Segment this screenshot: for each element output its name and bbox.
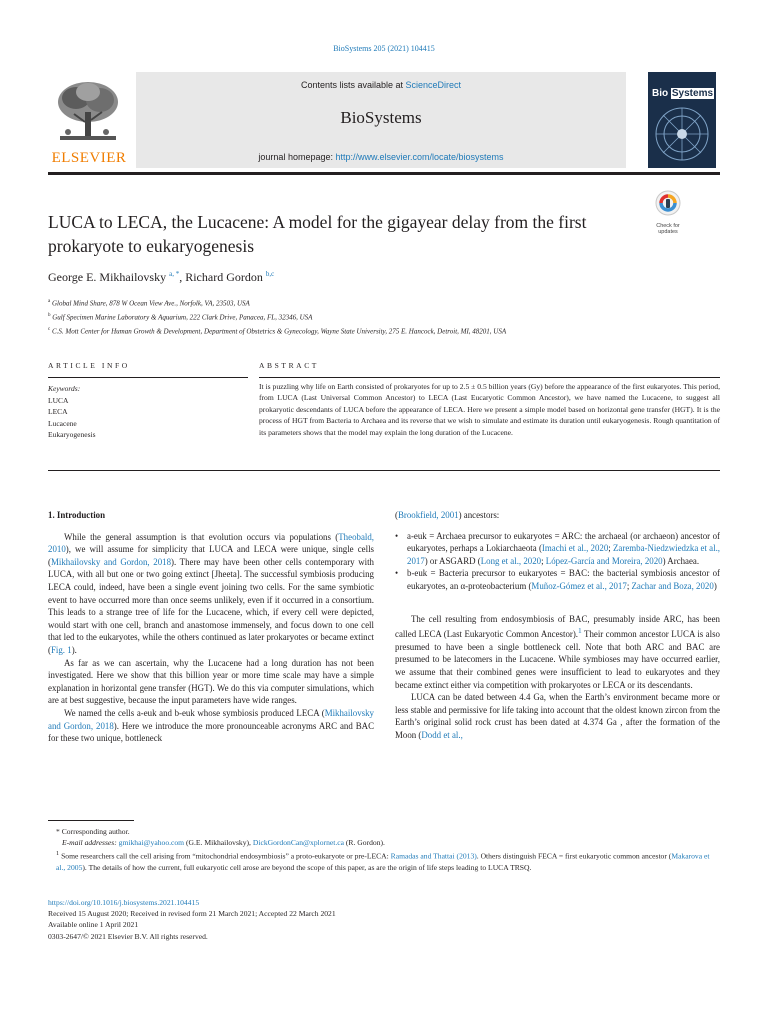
contents-line <box>136 80 626 90</box>
text-run: (G.E. Mikhailovsky), <box>184 838 253 848</box>
list-item <box>395 567 720 592</box>
author-affiliation-marks[interactable]: a, * <box>169 270 180 278</box>
citation-link[interactable]: Mikhailovsky and Gordon, 2018 <box>50 556 172 567</box>
author-affiliation-marks[interactable]: b,c <box>265 270 275 278</box>
journal-banner <box>136 72 626 168</box>
journal-masthead <box>48 70 720 170</box>
online-date: Available online 1 April 2021 <box>48 920 139 930</box>
author-list <box>48 270 274 285</box>
check-label-line1: Check for <box>656 223 680 229</box>
article-info-heading: ARTICLE INFO <box>48 361 130 370</box>
copyright-line: 0303-2647/© 2021 Elsevier B.V. All rights reserved. <box>48 931 208 941</box>
elsevier-logo[interactable] <box>48 70 130 168</box>
text-run: Their common ancestor LUCA is also presumed to have been a single bottleneck cell. Note that both ARC and BAC are presumed to be latecomers in the Lucacene. While symbioses may have occurred earlier, we assume that their combined genes were insufficient to lead to eukaryotes and they became extinct either via competition with prokaryotes or LECA or its descendants. <box>395 629 720 690</box>
affiliations <box>48 296 720 337</box>
journal-cover-icon[interactable] <box>648 72 716 168</box>
journal-homepage-link[interactable]: http://www.elsevier.com/locate/biosystems <box>335 152 504 162</box>
text-run: b-euk = Bacteria precursor to eukaryotes = BAC: the bacterial symbiosis ancestor of eukaryotes, an α-proteobacterium ( <box>407 568 720 591</box>
text-run: ). The details of how the current, full eukaryotic cell arose are beyond the scope of this paper, as are the origin of life steps leading to LUCA TRSQ. <box>82 863 532 873</box>
citation-link[interactable]: Dodd et al., <box>421 729 463 740</box>
homepage-line <box>136 152 626 162</box>
journal-citation[interactable]: BioSystems 205 (2021) 104415 <box>333 44 435 53</box>
text-run: ). Here we introduce the more pronounceable acronyms ARC and BAC for these two unique, bottleneck <box>48 720 374 744</box>
text-run: While the general assumption is that evolution occurs via populations ( <box>64 531 339 542</box>
affiliation-text: C.S. Mott Center for Human Growth & Development, Department of Obstetrics & Gynecology, Wayne State University, 275 E. Hancock, Detroit, MI, 48201, USA <box>51 326 507 335</box>
text-run: (R. Gordon). <box>344 838 385 848</box>
text-run: Some researchers call the cell arising from “mitochondrial endosymbiosis” a proto-eukaryote or pre-LECA: <box>59 851 391 861</box>
abstract-rule <box>259 377 720 378</box>
masthead-rule <box>48 172 720 175</box>
keywords-block <box>48 383 248 441</box>
email-line <box>48 837 720 848</box>
text-run: ( <box>395 510 398 520</box>
keywords-label: Keywords: <box>48 384 81 393</box>
email-link[interactable]: gmikhai@yahoo.com <box>118 838 185 848</box>
affiliation-text: Gulf Specimen Marine Laboratory & Aquarium, 222 Clark Drive, Panacea, FL, 32346, USA <box>52 313 313 322</box>
footnote-link[interactable]: 1 <box>578 626 582 636</box>
body-paragraph-1 <box>395 613 720 692</box>
cover-title <box>652 88 714 99</box>
affiliation-mark: b <box>48 312 51 318</box>
section-heading: 1. Introduction <box>48 510 106 520</box>
keyword: LECA <box>48 407 68 416</box>
abstract-bottom-rule <box>48 470 720 471</box>
text-run: . Others distinguish FECA = first eukaryotic common ancestor ( <box>476 851 672 861</box>
author-separator: , <box>179 270 186 284</box>
author-name: George E. Mikhailovsky <box>48 270 167 284</box>
citation-link[interactable]: Brookfield, 2001 <box>397 510 459 520</box>
footnote-mark: 1 <box>56 850 60 858</box>
intro-paragraph-3 <box>48 707 374 745</box>
keyword: Eukaryogenesis <box>48 430 96 439</box>
citation-link[interactable]: Muñoz-Gómez et al., 2017 <box>531 580 627 591</box>
text-run: ) <box>713 580 717 591</box>
homepage-prefix: journal homepage: <box>258 152 336 162</box>
footnotes <box>48 826 720 873</box>
article-title: LUCA to LECA, the Lucacene: A model for the gigayear delay from the first prokaryote to eukaryogenesis <box>48 212 587 256</box>
author-name: Richard Gordon <box>185 270 263 284</box>
doi-link[interactable]: https://doi.org/10.1016/j.biosystems.2021.104415 <box>48 898 200 907</box>
right-column <box>395 509 720 741</box>
text-run: ; <box>626 580 632 591</box>
check-for-updates-button[interactable] <box>648 190 688 236</box>
affiliation <box>48 310 720 324</box>
citation-link[interactable]: Theobald, 2010 <box>48 531 374 555</box>
article-info-rule <box>48 377 248 378</box>
figure-link[interactable]: Fig. 1 <box>50 644 72 655</box>
text-run: We named the cells a-euk and b-euk whose symbiosis produced LECA ( <box>64 707 325 718</box>
lead-line <box>395 509 720 522</box>
citation-link[interactable]: Zaremba-Niedzwiedzka et al., 2017 <box>407 543 721 566</box>
sciencedirect-link[interactable]: ScienceDirect <box>405 80 462 90</box>
body-paragraph-2 <box>395 691 720 741</box>
cover-word-2: Systems <box>671 88 714 99</box>
text-run: LUCA can be dated between 4.4 Ga, when the Earth’s environment became more or less stable and permissive for life taking into account that the oldest known zircon from the Earth’s original solid rock crust has been dated at 4.374 Ga , after the formation of the Moon ( <box>395 692 720 740</box>
text-run: ) ancestors: <box>458 510 500 520</box>
left-column <box>48 509 374 745</box>
text-run: ). <box>71 644 77 655</box>
citation-link[interactable]: López-García and Moreira, 2020 <box>545 555 663 566</box>
contents-prefix: Contents lists available at <box>300 80 406 90</box>
text-run: The cell resulting from endosymbiosis of BAC, presumably inside ARC, has been called LECA (Last Eukaryotic Common Ancestor). <box>395 613 720 640</box>
affiliation <box>48 296 720 310</box>
check-for-updates-icon <box>655 190 681 218</box>
keyword: Lucacene <box>48 418 77 428</box>
check-for-updates-label <box>648 223 688 235</box>
received-dates: Received 15 August 2020; Received in revised form 21 March 2021; Accepted 22 March 2021 <box>48 909 336 919</box>
abstract-text: It is puzzling why life on Earth consisted of prokaryotes for up to 2.5 ± 0.5 billion years (Gy) before the appearance of the first eukaryotes. This period, from LUCA (Last Universal Common Ancestor) to LECA (Last Eucaryotic Common Ancestor), we have named the Lucacene, to suggest all prokaryotic descendants of LUCA before the appearance of LECA. Here we present a simple model based on horizontal gene transfer (HGT). It is the process of HGT from Bacteria to Archaea and its reverse that we wish to simulate and estimate its duration until eukaryogenesis. Rough quantitation of its parameters shows that the model may explain the long duration of the Lucacene. <box>259 382 720 437</box>
list-item <box>395 530 720 568</box>
elsevier-wordmark: ELSEVIER <box>51 150 127 166</box>
text-run: ; <box>608 543 614 554</box>
citation-link[interactable]: Ramadas and Thattai (2013) <box>390 851 477 861</box>
text-run: ). There may have been other cells contemporary with LUCA, with all but one or two going extinct [Jheeta]. The successful symbiosis producing LECA could, indeed, have been a single event joining two cells. For the same symbiotic event to have occurred more than once seems unlikely, even if it occurred in a consortium. This leads to a strange tree of life for the Lucacene, which, if every cell were depicted, would start with one cell, branch and anastomose immensely, and focus down to one cell that led to the eukaryotes, while the others continued as later prokaryotes or became extinct ( <box>48 556 374 655</box>
check-label-line2: updates <box>658 229 678 235</box>
email-link[interactable]: DickGordonCan@xplornet.ca <box>252 838 344 848</box>
text-run: ), we will assume for simplicity that LUCA and LECA were unique, single cells ( <box>48 544 374 567</box>
citation-link[interactable]: Imachi et al., 2020 <box>541 543 609 554</box>
cover-word-1: Bio <box>652 88 669 99</box>
citation-link[interactable]: Makarova et al., 2005 <box>56 851 710 873</box>
text-run: a-euk = Archaea precursor to eukaryotes = ARC: the archaeal (or archaeon) ancestor of eukaryotes, perhaps a Lokiarchaeota ( <box>407 530 720 554</box>
citation-link[interactable]: Zachar and Boza, 2020 <box>631 580 714 591</box>
journal-title: BioSystems <box>340 108 422 127</box>
intro-paragraph-1 <box>48 531 374 657</box>
affiliation-text: Global Mind Share, 878 W Ocean View Ave., Norfolk, VA, 23503, USA <box>51 299 250 308</box>
text-run: ) Archaea. <box>662 555 700 566</box>
elsevier-tree-logo-icon <box>54 78 122 146</box>
citation-link[interactable]: Long et al., 2020 <box>480 555 542 566</box>
affiliation-mark: c <box>48 326 51 332</box>
intro-paragraph-2: As far as we can ascertain, why the Lucacene had a long duration has not been investigated. Here we show that this billion year or more time scale may have a simple explanation in horizontal gene transfer (HGT). We do this via computer simulations, which are at best suggestive, because the input parameters have wide ranges. <box>48 657 374 706</box>
affiliation <box>48 324 720 338</box>
text-run: ) or ASGARD ( <box>424 555 481 566</box>
cover-artwork <box>654 106 710 162</box>
footnote-1 <box>48 848 720 873</box>
footnote-rule <box>48 820 134 821</box>
citation-link[interactable]: Mikhailovsky and Gordon, 2018 <box>48 707 374 731</box>
abstract-heading: ABSTRACT <box>259 361 319 370</box>
text-run: ; <box>541 555 546 566</box>
bibliographic-info <box>48 897 720 942</box>
affiliation-mark: a <box>48 299 51 304</box>
keyword: LUCA <box>48 395 69 405</box>
ancestor-list <box>395 530 720 593</box>
email-label: E-mail addresses: <box>62 838 117 848</box>
corresponding-author-note: * Corresponding author. <box>56 827 130 836</box>
